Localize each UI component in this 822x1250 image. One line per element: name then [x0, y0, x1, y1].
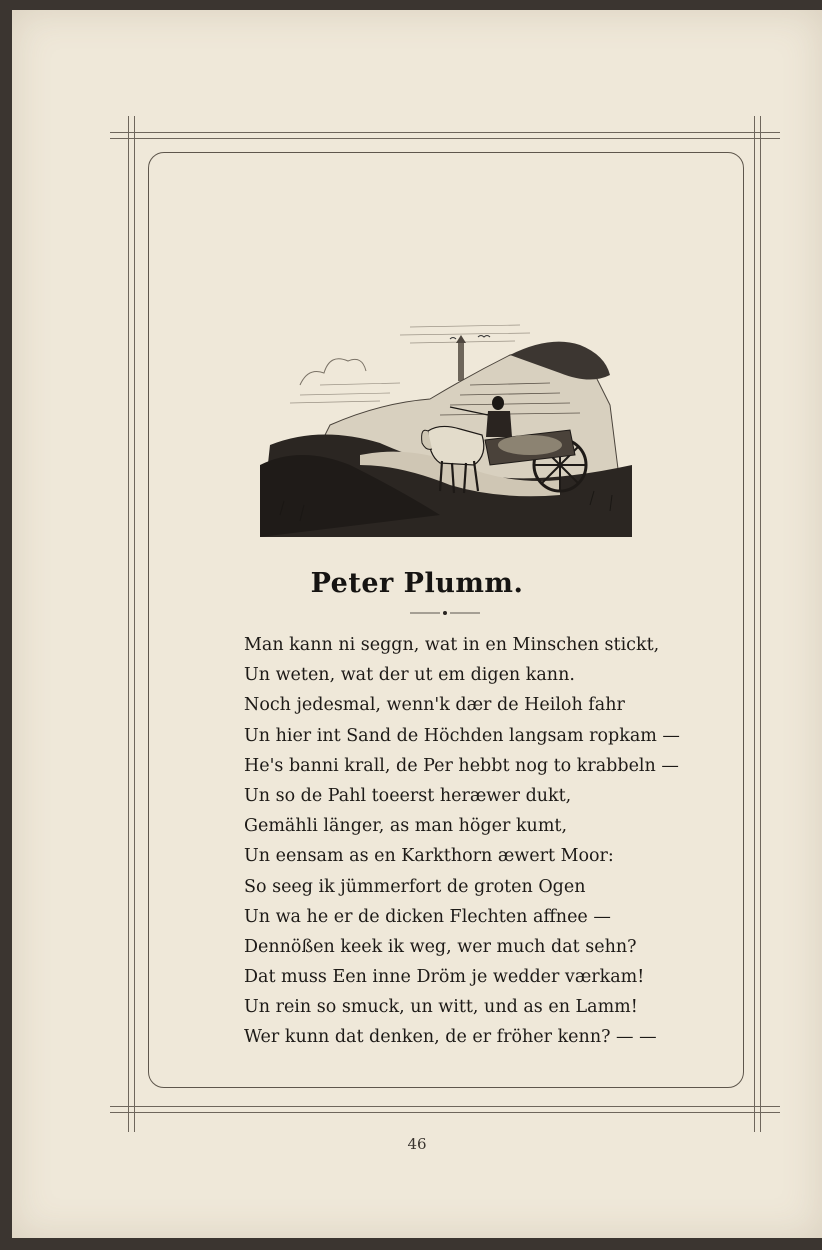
poem-line: He's banni krall, de Per hebbt nog to krabbeln — [244, 755, 679, 776]
horse-cart-illustration-icon [260, 315, 634, 537]
bottom-rule-outer [110, 1106, 780, 1107]
bottom-rule-inner [110, 1112, 780, 1113]
poem-line: Noch jedesmal, wenn'k dær de Heiloh fahr [244, 695, 625, 716]
poem-line: Un rein so smuck, un witt, und as en Lamm! [244, 997, 638, 1018]
top-rule-outer [110, 132, 780, 133]
poem-line: Man kann ni seggn, wat in en Minschen stickt, [244, 635, 660, 655]
poem-line: Wer kunn dat denken, de er fröher kenn? — — [244, 1027, 657, 1048]
poem-line: So seeg ik jümmerfort de groten Ogen [244, 876, 586, 897]
poem-line: Un so de Pahl toeerst heræwer dukt, [244, 785, 572, 806]
poem-line: Un eensam as en Karkthorn æwert Moor: [244, 846, 614, 867]
poem-line: Gemähli länger, as man höger kumt, [244, 816, 568, 837]
poem-line: Un weten, wat der ut em digen kann. [244, 665, 575, 686]
top-rule-inner [110, 138, 780, 139]
page-number: 46 [407, 1135, 427, 1153]
right-rule-inner [754, 116, 755, 1132]
ornament-divider-icon [410, 608, 480, 618]
poem-line: Un wa he er de dicken Flechten affnee — [244, 906, 611, 927]
poem-line: Dat muss Een inne Dröm je wedder værkam! [244, 967, 645, 988]
right-rule-outer [760, 116, 761, 1132]
book-page [12, 10, 822, 1238]
poem-line: Dennößen keek ik weg, wer much dat sehn? [244, 936, 637, 957]
left-rule-inner [134, 116, 135, 1132]
poem-title: Peter Plumm. [310, 568, 524, 599]
poem-body [244, 630, 684, 1053]
poem-line: Un hier int Sand de Höchden langsam ropkam — [244, 725, 680, 746]
left-rule-outer [128, 116, 129, 1132]
